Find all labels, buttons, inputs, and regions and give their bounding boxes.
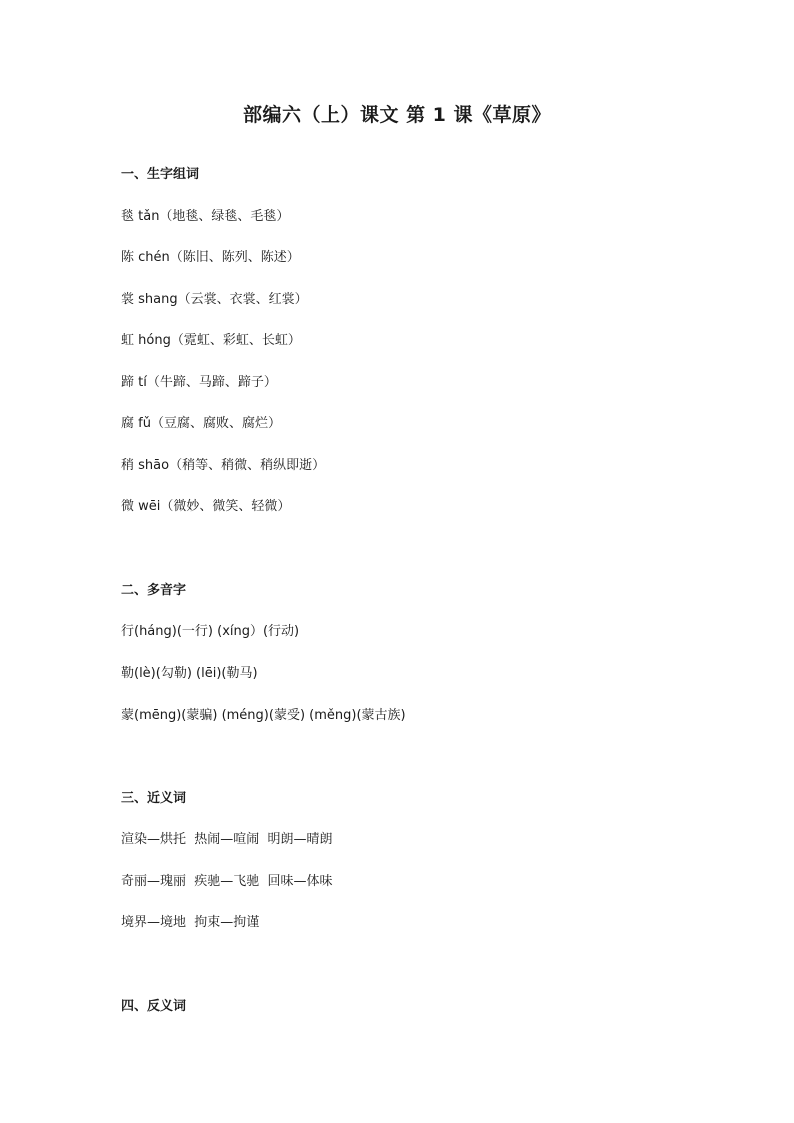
synonym-line: 境界—境地 拘束—拘谨 bbox=[121, 915, 260, 930]
polyphone-line: 行(háng)(一行) (xíng）(行动) bbox=[121, 624, 300, 639]
synonym-line: 渲染—烘托 热闹—喧闹 明朗—晴朗 bbox=[121, 832, 333, 847]
section-heading-polyphones: 二、多音字 bbox=[121, 583, 187, 598]
vocab-line: 陈 chén（陈旧、陈列、陈述） bbox=[121, 250, 300, 265]
section-heading-vocabulary: 一、生字组词 bbox=[121, 167, 200, 182]
vocab-line: 毯 tǎn（地毯、绿毯、毛毯） bbox=[121, 209, 290, 224]
synonym-line: 奇丽—瑰丽 疾驰—飞驰 回味—体味 bbox=[121, 874, 333, 889]
vocab-line: 蹄 tí（牛蹄、马蹄、蹄子） bbox=[121, 375, 277, 390]
polyphone-line: 勒(lè)(勾勒) (lēi)(勒马) bbox=[121, 666, 258, 681]
section-heading-synonyms: 三、近义词 bbox=[121, 791, 187, 806]
vocab-line: 微 wēi（微妙、微笑、轻微） bbox=[121, 499, 291, 514]
vocab-line: 虹 hóng（霓虹、彩虹、长虹） bbox=[121, 333, 301, 348]
section-heading-antonyms: 四、反义词 bbox=[121, 999, 187, 1014]
vocab-line: 腐 fǔ（豆腐、腐败、腐烂） bbox=[121, 416, 281, 431]
vocab-line: 稍 shāo（稍等、稍微、稍纵即逝） bbox=[121, 458, 326, 473]
document-title: 部编六（上）课文 第 1 课《草原》 bbox=[242, 104, 552, 126]
vocab-line: 裳 shang（云裳、衣裳、红裳） bbox=[121, 292, 308, 307]
polyphone-line: 蒙(mēng)(蒙骗) (méng)(蒙受) (měng)(蒙古族) bbox=[121, 708, 406, 723]
